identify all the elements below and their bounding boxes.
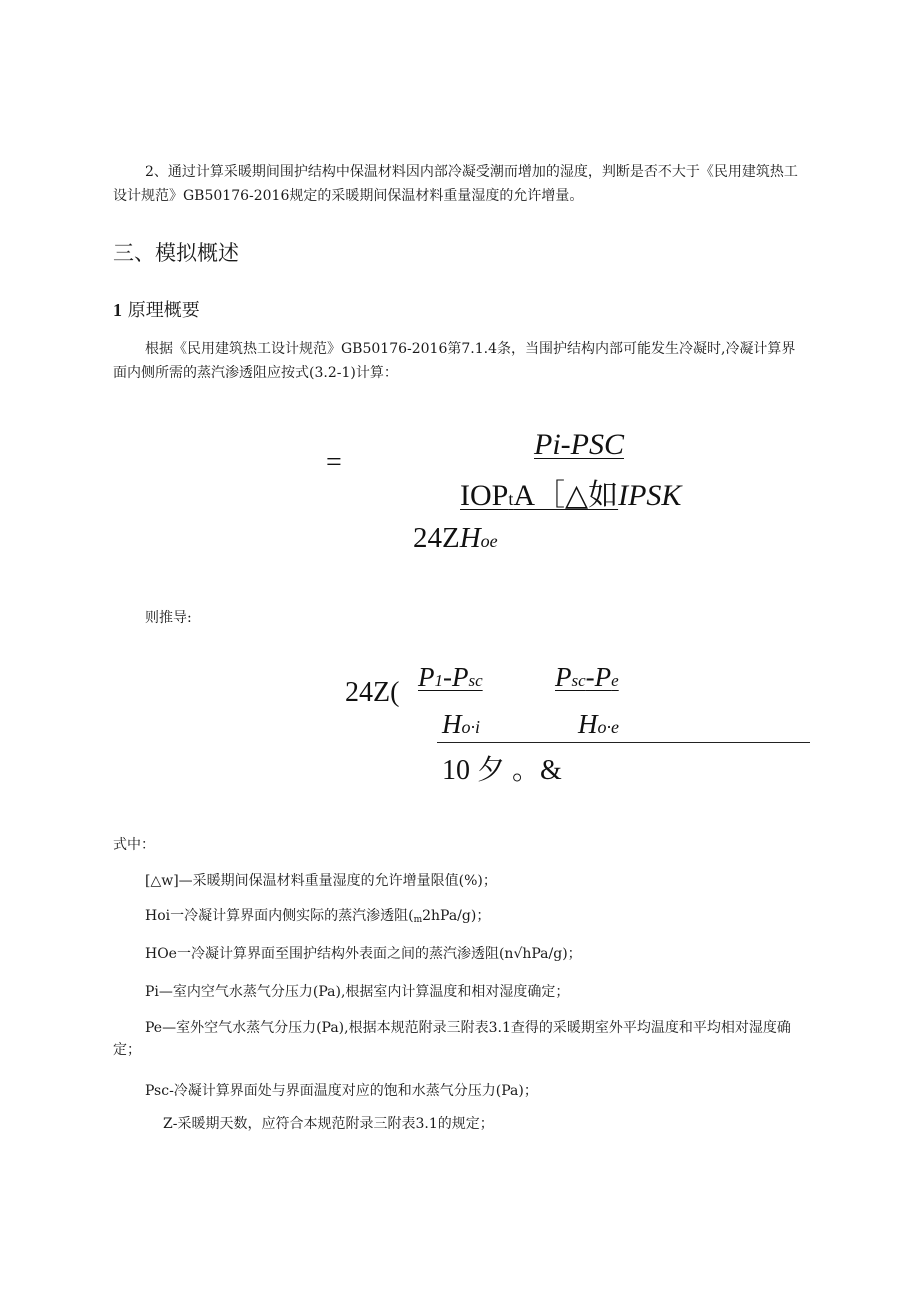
formula-1-numerator: Pi-PSC	[534, 428, 624, 461]
formula-2-t1-sub2: sc	[468, 671, 483, 690]
definition-pe: Pe—室外空气水蒸气分压力(Pa),根据本规范附录三附表3.1查得的采暖期室外平均温度和平均相对湿度确定；	[113, 1020, 791, 1058]
basis-paragraph: 根据《民用建筑热工设计规范》GB50176-2016第7.1.4条，当围护结构内部可能发生冷凝时,冷凝计算界面内侧所需的蒸汽渗透阻应按式(3.2-1)计算：	[113, 341, 796, 381]
subsection-title: 原理概要	[127, 300, 200, 321]
formula-1-bottom-h: H	[459, 522, 481, 554]
formula-2-t2-p: P	[555, 662, 572, 692]
formula-2-denominator-1	[442, 709, 480, 740]
formula-1-mid-part1-text: IOP	[460, 479, 509, 512]
definition-hoi	[145, 905, 805, 931]
formula-2-denominator-2	[578, 709, 619, 740]
formula-2-t2-sub2: e	[611, 671, 619, 690]
formula-2-fraction-bar	[437, 742, 810, 743]
formula-2-d1-h: H	[442, 709, 462, 739]
derive-label: 则推导:	[145, 610, 192, 626]
formula-1-mid-part1	[460, 479, 618, 512]
formula-1-mid-sub: t	[508, 489, 514, 509]
definition-w: [△w]—采暖期间保温材料重量湿度的允许增量限值(%)；	[145, 873, 497, 889]
formula-2-prefix: 24Z(	[345, 677, 400, 708]
formula-2-bottom: 10 夕 。&	[442, 755, 562, 786]
definitions-label: 式中：	[113, 837, 155, 853]
intro-paragraph-2: 2、通过计算采暖期间围护结构中保温材料因内部冷凝受潮而增加的湿度，判断是否不大于《民用建筑热工设计规范》GB50176-2016规定的采暖期间保温材料重量湿度的允许增量。	[113, 164, 798, 204]
formula-1-bottom-sub: oe	[480, 531, 498, 551]
formula-1-mid-part3: IPSK	[618, 479, 682, 512]
section-3-heading: 三、模拟概述	[113, 241, 239, 265]
formula-2-term-2	[555, 662, 619, 693]
definition-hoi-text-a: Hoi一冷凝计算界面内侧实际的蒸汽渗透阻(	[145, 908, 414, 924]
subsection-1-heading	[113, 296, 200, 322]
formula-2-t2-mid: -P	[585, 662, 612, 692]
formula-2-term-1	[418, 662, 483, 693]
formula-2-t1-p: P	[418, 662, 435, 692]
formula-2-t1-mid: -P	[443, 662, 469, 692]
formula-2-t2-sub1: sc	[571, 671, 586, 690]
formula-2-d2-sub: o·e	[597, 717, 619, 737]
definition-hoi-text-b: 2hPa/g)；	[422, 908, 491, 924]
definition-hoe: HOe一冷凝计算界面至围护结构外表面之间的蒸汽渗透阻(n√hPa/g)；	[145, 946, 582, 962]
formula-2-d2-h: H	[578, 709, 598, 739]
definition-psc: Psc-冷凝计算界面处与界面温度对应的饱和水蒸气分压力(Pa)；	[145, 1083, 538, 1099]
formula-1-middle-row	[460, 470, 681, 514]
formula-2-d1-sub: o·i	[461, 717, 481, 737]
definition-hoi-small: m	[413, 915, 423, 925]
formula-1-equals-sign: =	[326, 447, 342, 478]
formula-1-mid-part2: A［△如	[513, 479, 619, 512]
formula-1-bottom	[413, 522, 498, 555]
subsection-number: 1	[113, 300, 122, 320]
definition-pi: Pi—室内空气水蒸气分压力(Pa),根据室内计算温度和相对湿度确定；	[145, 984, 570, 1000]
definition-z: Z-采暖期天数，应符合本规范附录三附表3.1的规定；	[163, 1116, 494, 1132]
formula-2-t1-sub1: 1	[434, 671, 443, 690]
formula-1-bottom-main: 24Z	[413, 522, 460, 554]
